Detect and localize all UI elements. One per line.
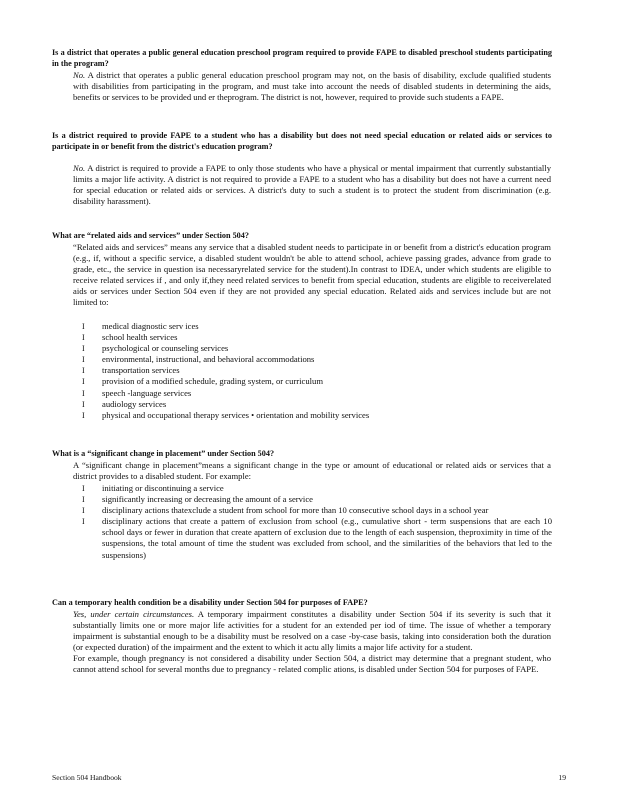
list-item-text: initiating or discontinuing a service	[102, 483, 224, 493]
list-item-text: significantly increasing or decreasing the amount of a service	[102, 494, 313, 505]
bullet-marker: I	[82, 322, 85, 331]
bullet-marker: I	[82, 333, 85, 343]
list-item	[82, 354, 552, 365]
answer-paragraph	[73, 163, 551, 207]
bullet-marker: I	[82, 484, 85, 493]
list-item	[82, 376, 552, 387]
list-item	[82, 516, 552, 560]
question-heading: What is a “significant change in placement” under Section 504?	[52, 449, 275, 458]
list-item-text: disciplinary actions thatexclude a student from school for more than 10 consecutive school days in a school year	[102, 505, 489, 516]
list-item	[82, 332, 552, 343]
answer-block	[73, 242, 551, 309]
list-item-text: psychological or counseling services	[102, 343, 229, 354]
bullet-marker: I	[82, 517, 85, 527]
list-item-text: medical diagnostic serv ices	[102, 321, 199, 331]
bullet-marker: I	[82, 355, 85, 365]
list-item	[82, 388, 552, 399]
question-heading: What are “related aids and services” under Section 504?	[52, 231, 249, 240]
answer-paragraph	[73, 70, 551, 103]
bullet-marker: I	[82, 344, 85, 354]
footer-title: Section 504 Handbook	[52, 773, 122, 782]
answer-lead: No.	[73, 163, 86, 173]
answer-block	[73, 609, 551, 676]
bullet-list	[82, 321, 552, 421]
answer-lead: Yes, under certain circumstances.	[73, 609, 195, 619]
answer-lead: No.	[73, 70, 86, 80]
answer-text: A temporary impairment constitutes a disability under Section 504 if its severity is such that it substantially limits one or more major life activities for a student for an extended per iod of time. The issue of whether a temporary impairment is substantial enough to be a disability must be resolved on a case -by-case basis, taking into consideration both the duration (or expected duration) of the impairment and the extent to which it actu ally limits a major life activity for a student.	[73, 609, 551, 653]
page-number: 19	[558, 773, 566, 782]
list-item-text: environmental, instructional, and behavioral accommodations	[102, 354, 315, 365]
list-item-text: disciplinary actions that create a pattern of exclusion from school (e.g., cumulative short - term suspensions that are each 10 school days or fewer in duration that create apattern of exclusion due to the length of each suspension, theproximity in time of the suspensions, the total amount of time the student was excluded from school, and the similarities of the behaviors that led to the suspensions)	[102, 516, 552, 560]
bullet-marker: I	[82, 366, 85, 376]
list-item-text: transportation services	[102, 365, 180, 376]
list-item	[82, 399, 552, 410]
list-item	[82, 494, 552, 505]
list-item-text: provision of a modified schedule, grading system, or curriculum	[102, 376, 323, 387]
answer-block	[73, 70, 551, 103]
question-heading: Is a district that operates a public general education preschool program required to provide FAPE to disabled preschool students participating in the program?	[52, 48, 552, 68]
answer-block	[73, 460, 551, 482]
bullet-marker: I	[82, 410, 85, 420]
list-item-text: speech -language services	[102, 387, 192, 398]
answer-paragraph: For example, though pregnancy is not considered a disability under Section 504, a district may determine that a pregnant student, who cannot attend school for several months due to pregnancy - related complic ations, is disabled under Section 504 for purposes of FAPE.	[73, 653, 551, 675]
bullet-marker: I	[82, 399, 85, 409]
answer-paragraph: A “significant change in placement”means a significant change in the type or amount of educational or related aids or services that a district provides to a disabled student. For example:	[73, 460, 551, 482]
answer-block	[73, 163, 551, 207]
answer-paragraph	[73, 609, 551, 653]
question-heading: Is a district required to provide FAPE to a student who has a disability but does not need special education or related aids or services to participate in or benefit from the district's education program?	[52, 131, 552, 151]
list-item	[82, 505, 552, 516]
list-item	[82, 343, 552, 354]
answer-paragraph: “Related aids and services” means any service that a disabled student needs to participate in or benefit from a district's education program (e.g., if, without a specific service, a disabled student wouldn't be able to attend school, achieve passing grades, advance from grade to grade, etc., the service in question isa necessaryrelated service for the student).In contrast to IDEA, under which students are eligible to receive related services if , and only if,they need related services to benefit from special education, students are eligible to receiverelated aids or services under Section 504 even if they are not provided any special education. Related aids and services include but are not limited to:	[73, 242, 551, 308]
list-item-text: audiology services	[102, 398, 167, 409]
list-item	[82, 483, 552, 494]
answer-text: A district that operates a public general education preschool program may not, on the basis of disability, exclude qualified students with disabilities from participating in the program, and must take into account the needs of disabled students in determining the aids, benefits or services to be provided und er theprogram. The district is not, however, required to provide such students a FAPE.	[73, 70, 551, 103]
list-item	[82, 321, 552, 332]
list-item-text: physical and occupational therapy services • orientation and mobility services	[102, 409, 370, 420]
bullet-marker: I	[82, 377, 85, 387]
bullet-marker: I	[82, 388, 85, 398]
list-item	[82, 410, 552, 421]
bullet-list	[82, 483, 552, 561]
bullet-marker: I	[82, 506, 85, 516]
question-heading: Can a temporary health condition be a disability under Section 504 for purposes of FAPE?	[52, 598, 368, 607]
list-item-text: school health services	[102, 332, 178, 343]
answer-text: A district is required to provide a FAPE to only those students who have a physical or mental impairment that currently substantially limits a major life activity. A district is not required to provide a FAPE to a student who has a disability but does not have a current need for special education or related aids or services. A district's duty to such a student is to protect the student from discrimination (e.g. disability harassment).	[73, 163, 551, 207]
bullet-marker: I	[82, 495, 85, 505]
list-item	[82, 365, 552, 376]
